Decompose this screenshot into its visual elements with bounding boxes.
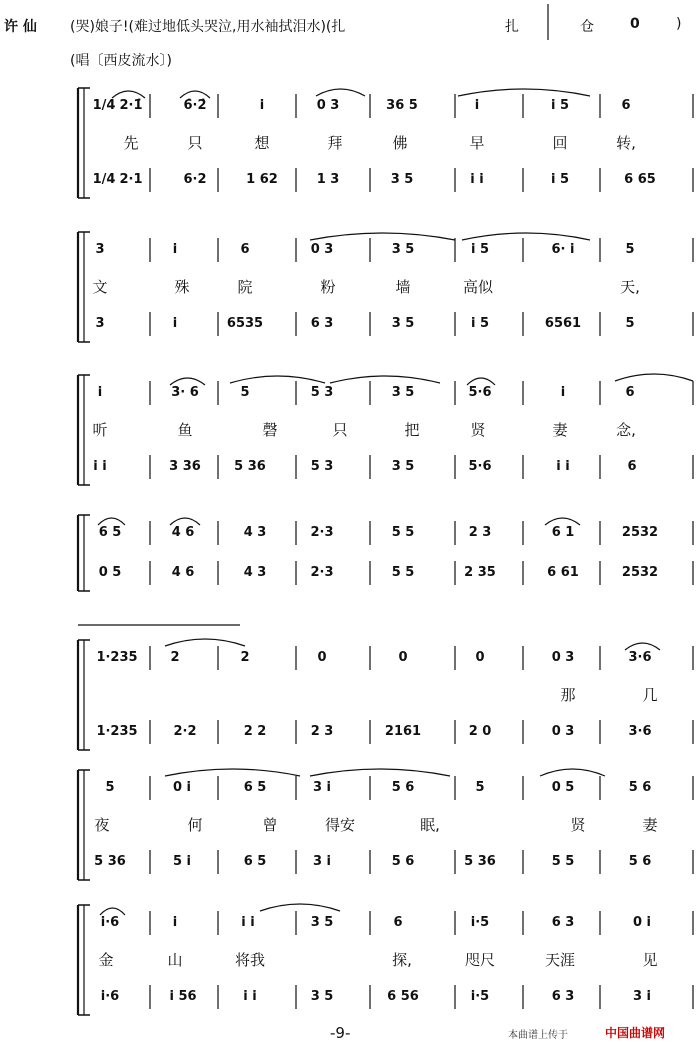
note-bottom: 5 5	[391, 565, 415, 580]
note-bottom: 3 i	[632, 989, 652, 1004]
note-top: 2 3	[468, 525, 492, 540]
note-bottom: 5 i	[172, 854, 192, 869]
lyric: 想	[254, 134, 270, 152]
note-bottom: 5 5	[551, 854, 575, 869]
note-top: 0 3	[310, 242, 334, 257]
note-bottom: i·5	[470, 989, 490, 1004]
lyric: 念,	[616, 421, 636, 439]
note-top: 5 6	[391, 780, 415, 795]
lyric: 高似	[462, 278, 494, 296]
note-top: 3	[95, 242, 105, 257]
lyric: 听	[92, 421, 108, 439]
note-top: 36 5	[386, 98, 418, 113]
note-bottom: 0 5	[98, 565, 122, 580]
note-bottom: 1 3	[316, 172, 340, 187]
note-top: i	[560, 385, 566, 400]
stage-direction-rest: 0	[630, 16, 640, 32]
note-bottom: 5·6	[468, 459, 492, 474]
note-top: i	[172, 242, 178, 257]
note-bottom: 3 i	[312, 854, 332, 869]
speaker-name: 许 仙	[4, 19, 37, 35]
note-bottom: 5 6	[628, 854, 652, 869]
lyric: 夜	[94, 816, 110, 834]
note-top: 5	[475, 780, 485, 795]
note-top: 4 6	[171, 525, 195, 540]
note-bottom: 6 61	[547, 565, 579, 580]
slur	[230, 376, 325, 383]
note-top: 5	[105, 780, 115, 795]
note-top: 5 5	[391, 525, 415, 540]
note-bottom: i 5	[470, 316, 490, 331]
note-top: 6 1	[551, 525, 575, 540]
slur	[180, 91, 210, 98]
note-top: 2532	[621, 525, 659, 540]
note-bottom: 2161	[384, 724, 422, 739]
note-bottom: 2·2	[173, 724, 197, 739]
note-top: i i	[241, 915, 255, 930]
slur	[625, 643, 660, 650]
lyric: 文	[92, 278, 108, 296]
note-top: 0	[475, 650, 485, 665]
lyric: 贤	[570, 816, 586, 834]
slur	[310, 769, 450, 776]
note-top: 0	[317, 650, 327, 665]
note-top: 3 i	[312, 780, 332, 795]
note-top: 5 6	[628, 780, 652, 795]
note-bottom: 4 6	[171, 565, 195, 580]
note-bottom: 3 5	[310, 989, 334, 1004]
note-bottom: 5 36	[234, 459, 266, 474]
lyric: 妻	[642, 816, 658, 834]
note-top: 0 5	[551, 780, 575, 795]
note-top: 6	[393, 915, 403, 930]
note-top: 6 3	[551, 915, 575, 930]
note-top: 6	[621, 98, 631, 113]
note-top: 5 3	[310, 385, 334, 400]
watermark-text: 本曲谱上传于	[508, 1030, 568, 1041]
note-top: i·5	[470, 915, 490, 930]
lyric: 粉	[320, 278, 336, 296]
note-bottom: 4 3	[243, 565, 267, 580]
lyric: 曾	[262, 816, 278, 834]
slur	[545, 518, 580, 525]
lyric: 把	[404, 421, 420, 439]
slur	[316, 89, 365, 96]
note-bottom: 5 36	[464, 854, 496, 869]
note-bottom: 0 3	[551, 724, 575, 739]
note-bottom: 6 5	[243, 854, 267, 869]
lyric: 贤	[470, 421, 486, 439]
note-top: 3 5	[310, 915, 334, 930]
lyric: 见	[642, 951, 658, 969]
lyric: 回	[552, 134, 568, 152]
note-bottom: 3 5	[391, 459, 415, 474]
note-bottom: i i	[556, 459, 570, 474]
slur	[467, 378, 495, 385]
note-bottom: 5	[625, 316, 635, 331]
lyric: 转,	[616, 134, 636, 152]
note-bottom: i 5	[550, 172, 570, 187]
stage-direction: (哭)娘子!(难过地低头哭泣,用水袖拭泪水)(扎	[70, 19, 346, 35]
note-top: 0 i	[632, 915, 652, 930]
note-top: 2	[240, 650, 250, 665]
slur	[98, 518, 125, 525]
note-bottom: 6561	[544, 316, 582, 331]
note-bottom: 2 35	[464, 565, 496, 580]
note-bottom: 6 3	[310, 316, 334, 331]
note-top: 6	[625, 385, 635, 400]
note-bottom: 2532	[621, 565, 659, 580]
lyric: 院	[237, 278, 253, 296]
note-top: 5	[625, 242, 635, 257]
slur	[165, 639, 245, 646]
lyric: 探,	[392, 951, 412, 969]
note-bottom: i·6	[100, 989, 120, 1004]
note-bottom: 3 36	[169, 459, 201, 474]
tune-label: (唱〔西皮流水〕)	[70, 53, 172, 69]
lyric: 天,	[620, 278, 640, 296]
lyric: 妻	[552, 421, 568, 439]
lyric: 何	[187, 816, 203, 834]
stage-direction-beat: 扎	[505, 19, 519, 35]
note-top: 2·3	[310, 525, 334, 540]
note-bottom: 3	[95, 316, 105, 331]
note-top: 3· 6	[171, 385, 199, 400]
lyric: 几	[642, 686, 658, 704]
note-bottom: i 56	[169, 989, 197, 1004]
lyric: 殊	[174, 278, 190, 296]
slur	[458, 89, 590, 96]
note-top: 5	[240, 385, 250, 400]
note-top: 1·235	[96, 650, 138, 665]
lyric: 天涯	[544, 951, 576, 969]
note-bottom: 2 2	[243, 724, 267, 739]
stage-direction-close: )	[676, 16, 682, 32]
note-bottom: 6 3	[551, 989, 575, 1004]
note-top: i·6	[100, 915, 120, 930]
note-bottom: i i	[470, 172, 484, 187]
slur	[260, 904, 340, 911]
note-bottom: 6535	[226, 316, 264, 331]
page-number: -9-	[330, 1024, 351, 1042]
slur	[540, 769, 605, 776]
note-top: i 5	[470, 242, 490, 257]
note-bottom: 6 65	[624, 172, 656, 187]
lyric: 将我	[234, 951, 266, 969]
lyric: 拜	[327, 134, 343, 152]
note-bottom: 6 56	[387, 989, 419, 1004]
note-top: 4 3	[243, 525, 267, 540]
note-top: 6	[240, 242, 250, 257]
slur	[170, 518, 200, 525]
lyric: 佛	[392, 134, 408, 152]
note-bottom: 2·1	[119, 172, 143, 187]
lyric: 金	[98, 951, 114, 969]
note-bottom: 2 0	[468, 724, 492, 739]
slur	[100, 908, 125, 915]
lyric: 山	[167, 951, 183, 969]
note-bottom: 1·235	[96, 724, 138, 739]
slur	[165, 769, 300, 776]
slur	[170, 378, 205, 385]
note-top: i	[474, 98, 480, 113]
lyric: 先	[123, 134, 139, 152]
note-bottom: 5 3	[310, 459, 334, 474]
lyric: 早	[469, 134, 485, 152]
note-top: 3 5	[391, 385, 415, 400]
slur	[310, 233, 455, 240]
note-top: 3·6	[628, 650, 652, 665]
lyric: 磬	[262, 421, 278, 439]
note-top: 1/4	[92, 98, 116, 113]
lyric: 咫尺	[464, 951, 496, 969]
slur	[615, 374, 693, 381]
note-top: i	[97, 385, 103, 400]
note-top: 0	[398, 650, 408, 665]
note-bottom: 5 6	[391, 854, 415, 869]
site-logo: 中国曲谱网	[605, 1026, 666, 1040]
note-bottom: i i	[93, 459, 107, 474]
note-bottom: 5 36	[94, 854, 126, 869]
lyric: 只	[187, 134, 203, 152]
note-top: 6 5	[98, 525, 122, 540]
note-bottom: 6	[627, 459, 637, 474]
stage-direction-gong: 仓	[580, 19, 594, 35]
note-top: 6 5	[243, 780, 267, 795]
note-bottom: 2 3	[310, 724, 334, 739]
note-top: 2·1̇	[119, 98, 143, 113]
note-top: i	[172, 915, 178, 930]
slur	[462, 233, 590, 240]
note-top: 0 i	[172, 780, 192, 795]
lyric: 鱼	[177, 421, 193, 439]
note-top: 6̇·2̇	[183, 98, 207, 113]
note-bottom: 3·6	[628, 724, 652, 739]
note-bottom: 2·3	[310, 565, 334, 580]
note-bottom: 3 5	[390, 172, 414, 187]
note-bottom: 1/4	[92, 172, 116, 187]
note-top: i 5	[550, 98, 570, 113]
note-top: 3 5	[391, 242, 415, 257]
note-bottom: i i	[243, 989, 257, 1004]
lyric: 只	[332, 421, 348, 439]
note-bottom: 6·2	[183, 172, 207, 187]
note-top: 5·6	[468, 385, 492, 400]
note-top: i	[259, 98, 265, 113]
note-bottom: 1 62	[246, 172, 278, 187]
lyric: 那	[560, 686, 576, 704]
note-top: 0 3	[316, 98, 340, 113]
note-bottom: 3 5	[391, 316, 415, 331]
lyric: 得安	[324, 816, 356, 834]
note-top: 0 3	[551, 650, 575, 665]
lyric: 墙	[395, 278, 411, 296]
note-top: 2	[170, 650, 180, 665]
slur	[112, 91, 145, 98]
note-bottom: i	[172, 316, 178, 331]
lyric: 眠,	[420, 816, 440, 834]
slur	[330, 376, 440, 383]
note-top: 6· i	[551, 242, 575, 257]
